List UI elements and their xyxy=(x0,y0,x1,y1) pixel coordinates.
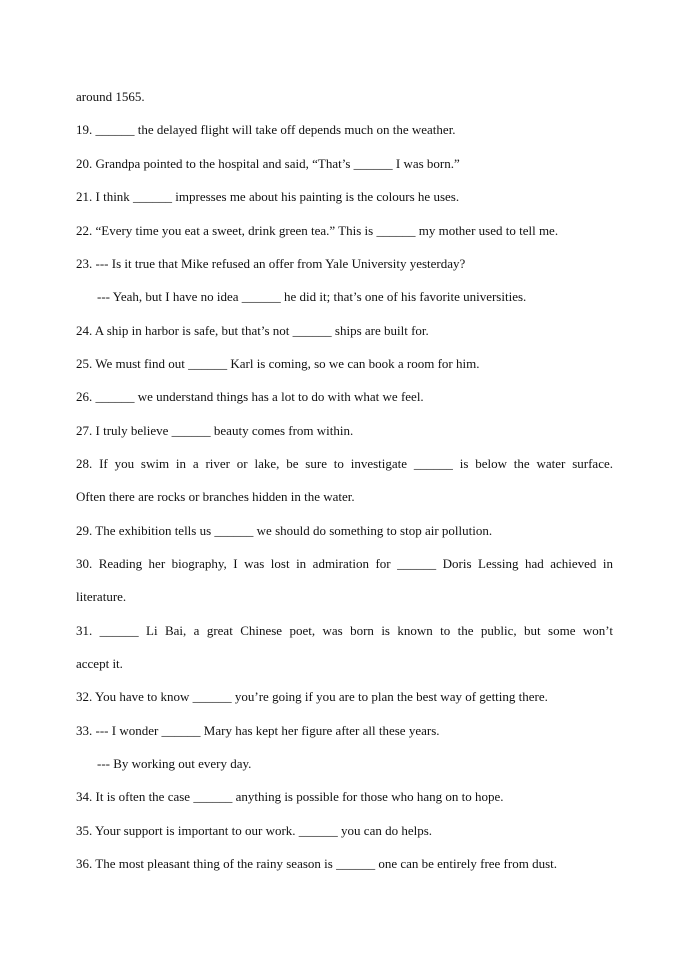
question-36: 36. The most pleasant thing of the rainy season is ______ one can be entirely free from dust. xyxy=(76,856,557,871)
question-24: 24. A ship in harbor is safe, but that’s not ______ ships are built for. xyxy=(76,323,429,338)
question-31: 31. ______ Li Bai, a great Chinese poet, was born is known to the public, but some won’t xyxy=(76,623,613,638)
question-27: 27. I truly believe ______ beauty comes from within. xyxy=(76,423,354,438)
question-28: 28. If you swim in a river or lake, be sure to investigate ______ is below the water surface. xyxy=(76,456,613,471)
question-32: 32. You have to know ______ you’re going if you are to plan the best way of getting there. xyxy=(76,689,548,704)
question-30: 30. Reading her biography, I was lost in admiration for ______ Doris Lessing had achieved in xyxy=(76,556,613,571)
question-20: 20. Grandpa pointed to the hospital and said, “That’s ______ I was born.” xyxy=(76,156,460,171)
question-26: 26. ______ we understand things has a lot to do with what we feel. xyxy=(76,389,424,404)
question-25: 25. We must find out ______ Karl is coming, so we can book a room for him. xyxy=(76,356,480,371)
question-33: 33. --- I wonder ______ Mary has kept her figure after all these years. xyxy=(76,723,440,738)
question-35: 35. Your support is important to our work. ______ you can do helps. xyxy=(76,823,433,838)
question-23-reply: --- Yeah, but I have no idea ______ he did it; that’s one of his favorite universities. xyxy=(97,289,527,304)
text-line: around 1565. xyxy=(76,89,145,104)
question-34: 34. It is often the case ______ anything is possible for those who hang on to hope. xyxy=(76,789,504,804)
question-23: 23. --- Is it true that Mike refused an offer from Yale University yesterday? xyxy=(76,256,466,271)
question-22: 22. “Every time you eat a sweet, drink green tea.” This is ______ my mother used to tell me. xyxy=(76,223,559,238)
question-19: 19. ______ the delayed flight will take off depends much on the weather. xyxy=(76,122,456,137)
question-29: 29. The exhibition tells us ______ we should do something to stop air pollution. xyxy=(76,523,493,538)
question-30-continued: literature. xyxy=(76,589,127,604)
question-33-reply: --- By working out every day. xyxy=(97,756,252,771)
question-31-continued: accept it. xyxy=(76,656,123,671)
question-21: 21. I think ______ impresses me about his painting is the colours he uses. xyxy=(76,189,460,204)
question-28-continued: Often there are rocks or branches hidden in the water. xyxy=(76,489,355,504)
